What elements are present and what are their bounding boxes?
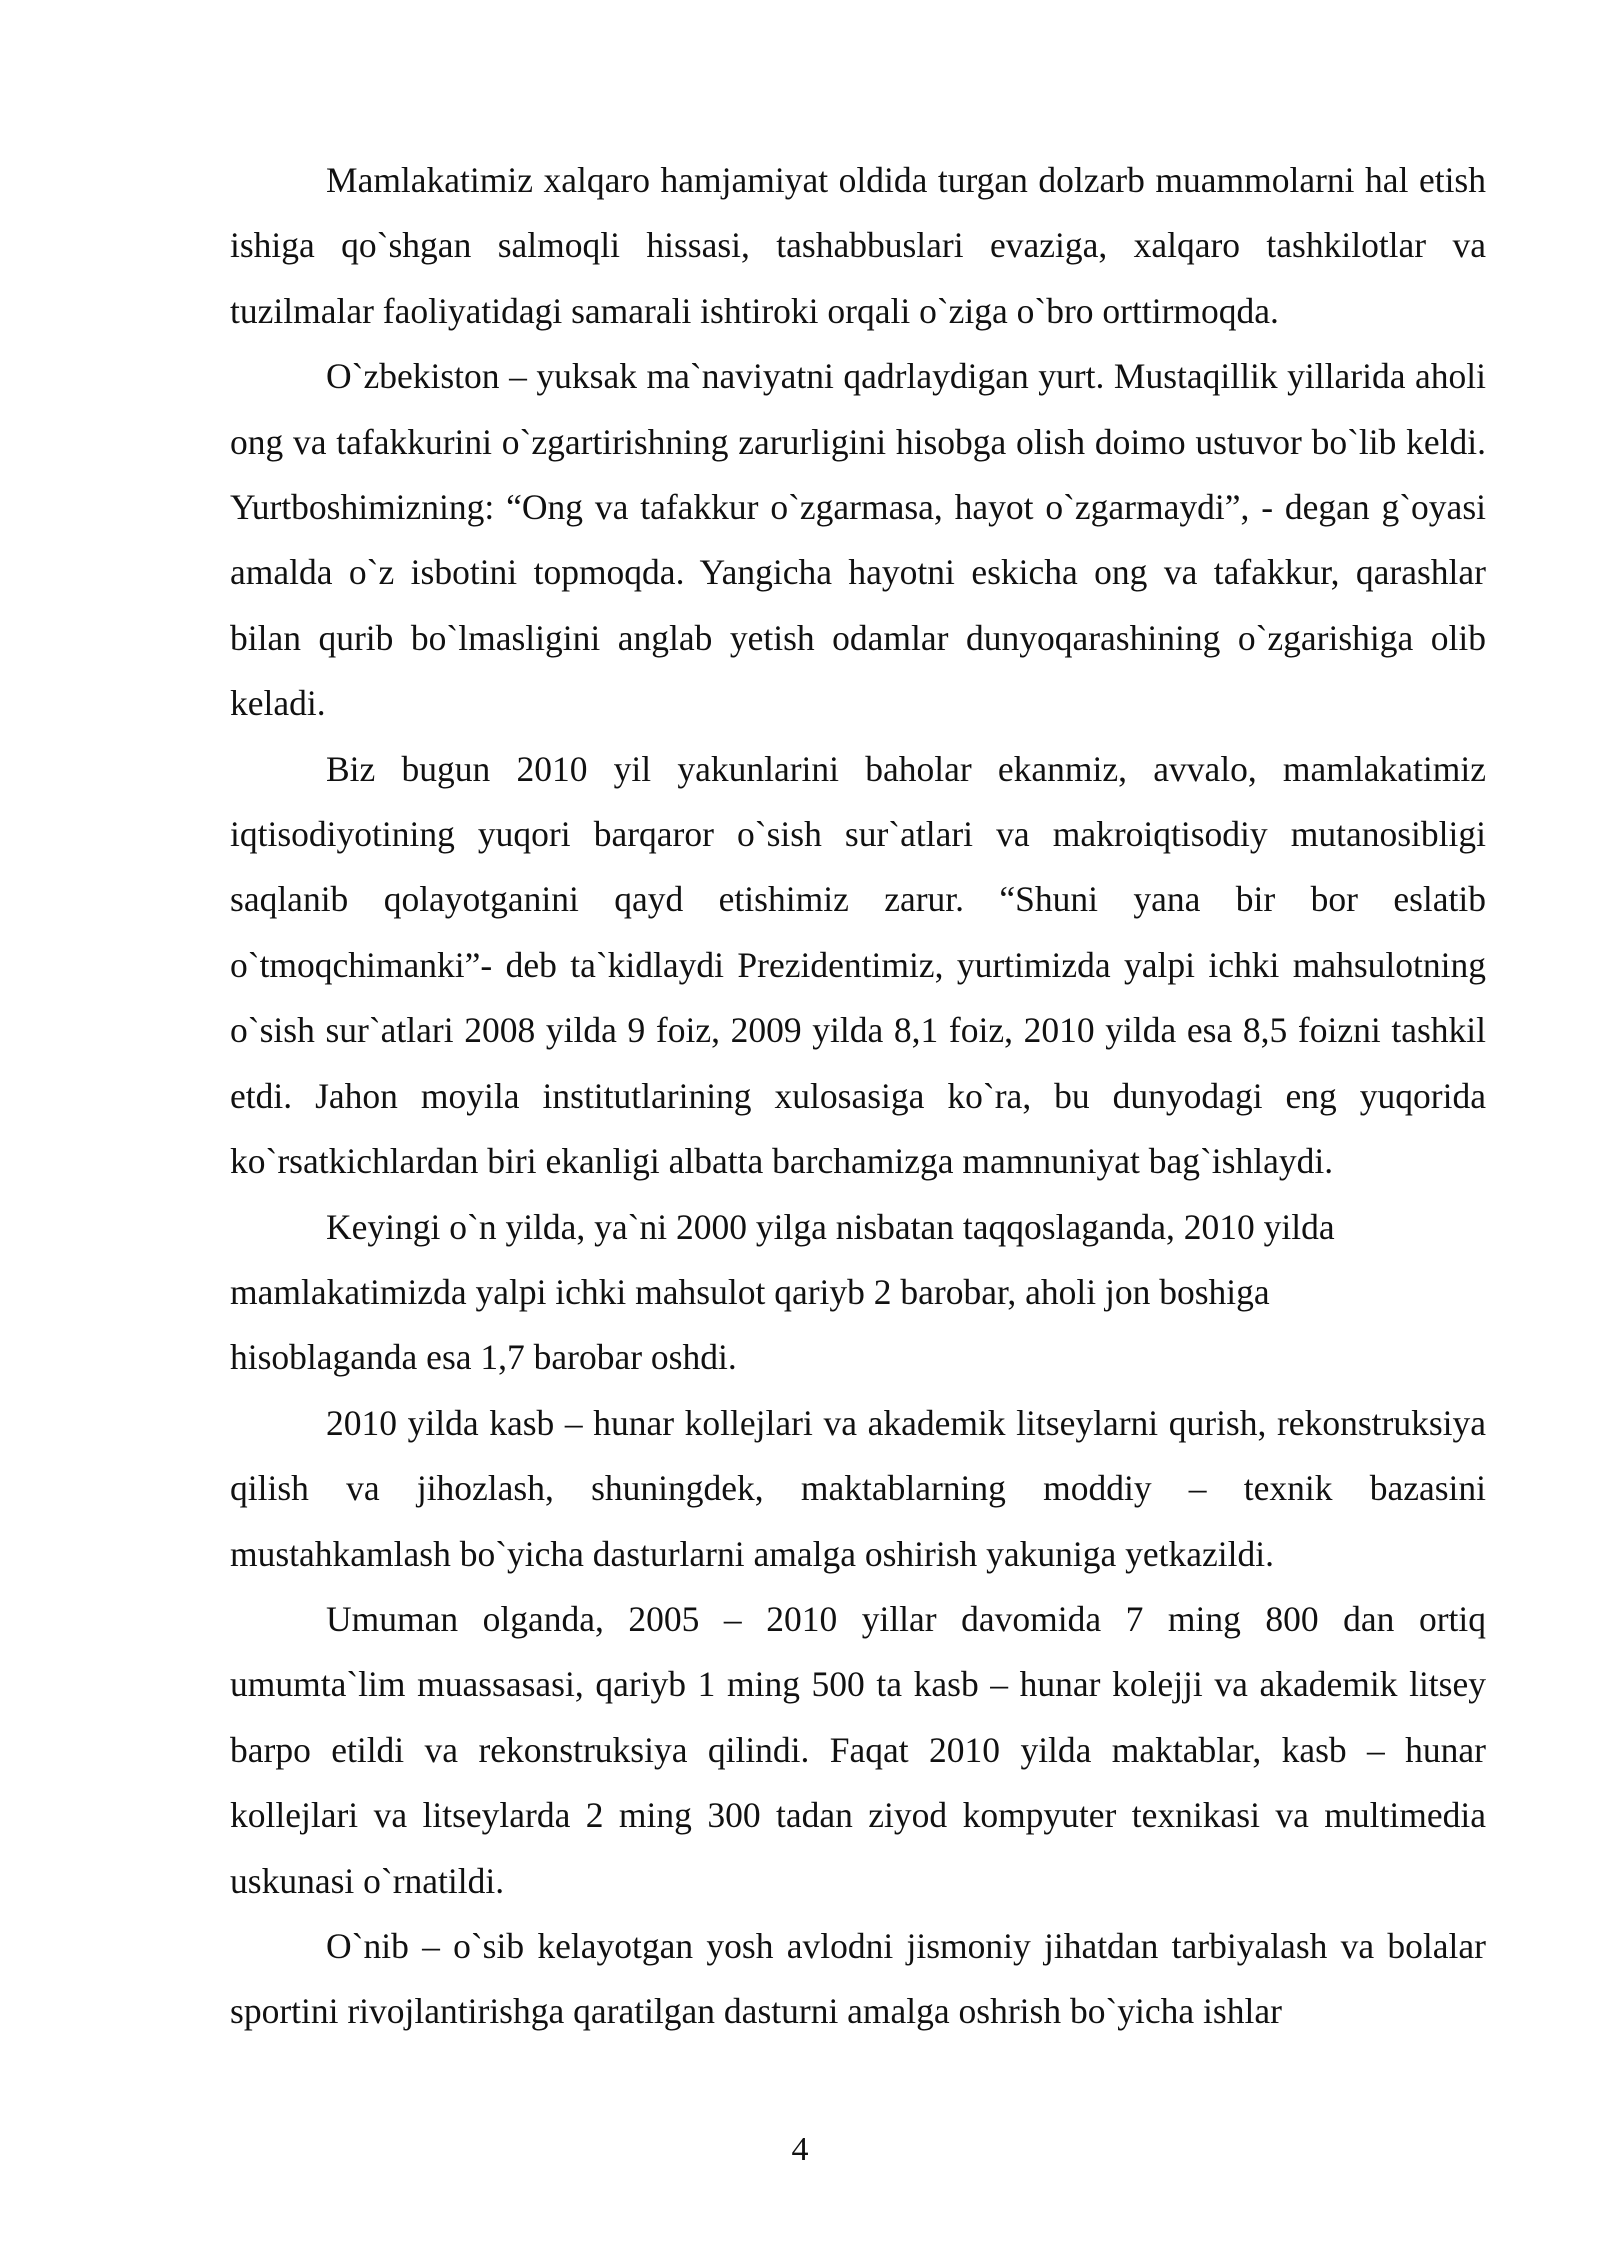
paragraph-3: Biz bugun 2010 yil yakunlarini baholar ekanmiz, avvalo, mamlakatimiz iqtisodiyotining yuqori barqaror o`sish sur`atlari va makroiqtisodiy mutanosibligi saqlanib qolayotganini qayd etishimiz zarur. “Shuni yana bir bor eslatib o`tmoqchimanki”- deb ta`kidlaydi Prezidentimiz, yurtimizda yalpi ichki mahsulotning o`sish sur`atlari 2008 yilda 9 foiz, 2009 yilda 8,1 foiz, 2010 yilda esa 8,5 foizni tashkil etdi. Jahon moyila institutlarining xulosasiga ko`ra, bu dunyodagi eng yuqorida ko`rsatkichlardan biri ekanligi albatta barchamizga mamnuniyat bag`ishlaydi. [230, 748, 1486, 1182]
body-text [230, 148, 1486, 2045]
paragraph-6: Umuman olganda, 2005 – 2010 yillar davomida 7 ming 800 dan ortiq umumta`lim muassasasi, qariyb 1 ming 500 ta kasb – hunar kolejji va akademik litsey barpo etildi va rekonstruksiya qilindi. Faqat 2010 yilda maktablar, kasb – hunar kollejlari va litseylarda 2 ming 300 tadan ziyod kompyuter texnikasi va multimedia uskunasi o`rnatildi. [230, 1598, 1486, 1901]
paragraph-5: 2010 yilda kasb – hunar kollejlari va akademik litseylarni qurish, rekonstruksiya qilish va jihozlash, shuningdek, maktablarning moddiy – texnik bazasini mustahkamlash bo`yicha dasturlarni amalga oshirish yakuniga yetkazildi. [230, 1402, 1486, 1574]
paragraph-4: Keyingi o`n yilda, ya`ni 2000 yilga nisbatan taqqoslaganda, 2010 yilda mamlakatimizda yalpi ichki mahsulot qariyb 2 barobar, aholi jon boshiga [230, 1206, 1335, 1312]
paragraph-7: O`nib – o`sib kelayotgan yosh avlodni jismoniy jihatdan tarbiyalash va bolalar sportini rivojlantirishga qaratilgan dasturni amalga oshrish bo`yicha ishlar [230, 1925, 1486, 2032]
paragraph-1: Mamlakatimiz xalqaro hamjamiyat oldida turgan dolzarb muammolarni hal etish ishiga qo`shgan salmoqli hissasi, tashabbuslari evaziga, xalqaro tashkilotlar va tuzilmalar faoliyatidagi samarali ishtiroki orqali o`ziga o`bro orttirmoqda. [230, 160, 1486, 331]
paragraph-4-continuation: hisoblaganda esa 1,7 barobar oshdi. [230, 1337, 737, 1378]
paragraph-2: O`zbekiston – yuksak ma`naviyatni qadrlaydigan yurt. Mustaqillik yillarida aholi ong va tafakkurini o`zgartirishning zarurligini hisobga olish doimo ustuvor bo`lib keldi. Yurtboshimizning: “Ong va tafakkur o`zgarmasa, hayot o`zgarmaydi”, - degan g`oyasi amalda o`z isbotini topmoqda. Yangicha hayotni eskicha ong va tafakkur, qarashlar bilan qurib bo`lmasligini anglab yetish odamlar dunyoqarashining o`zgarishiga olib keladi. [230, 356, 1486, 724]
page-number: 4 [791, 2131, 809, 2168]
